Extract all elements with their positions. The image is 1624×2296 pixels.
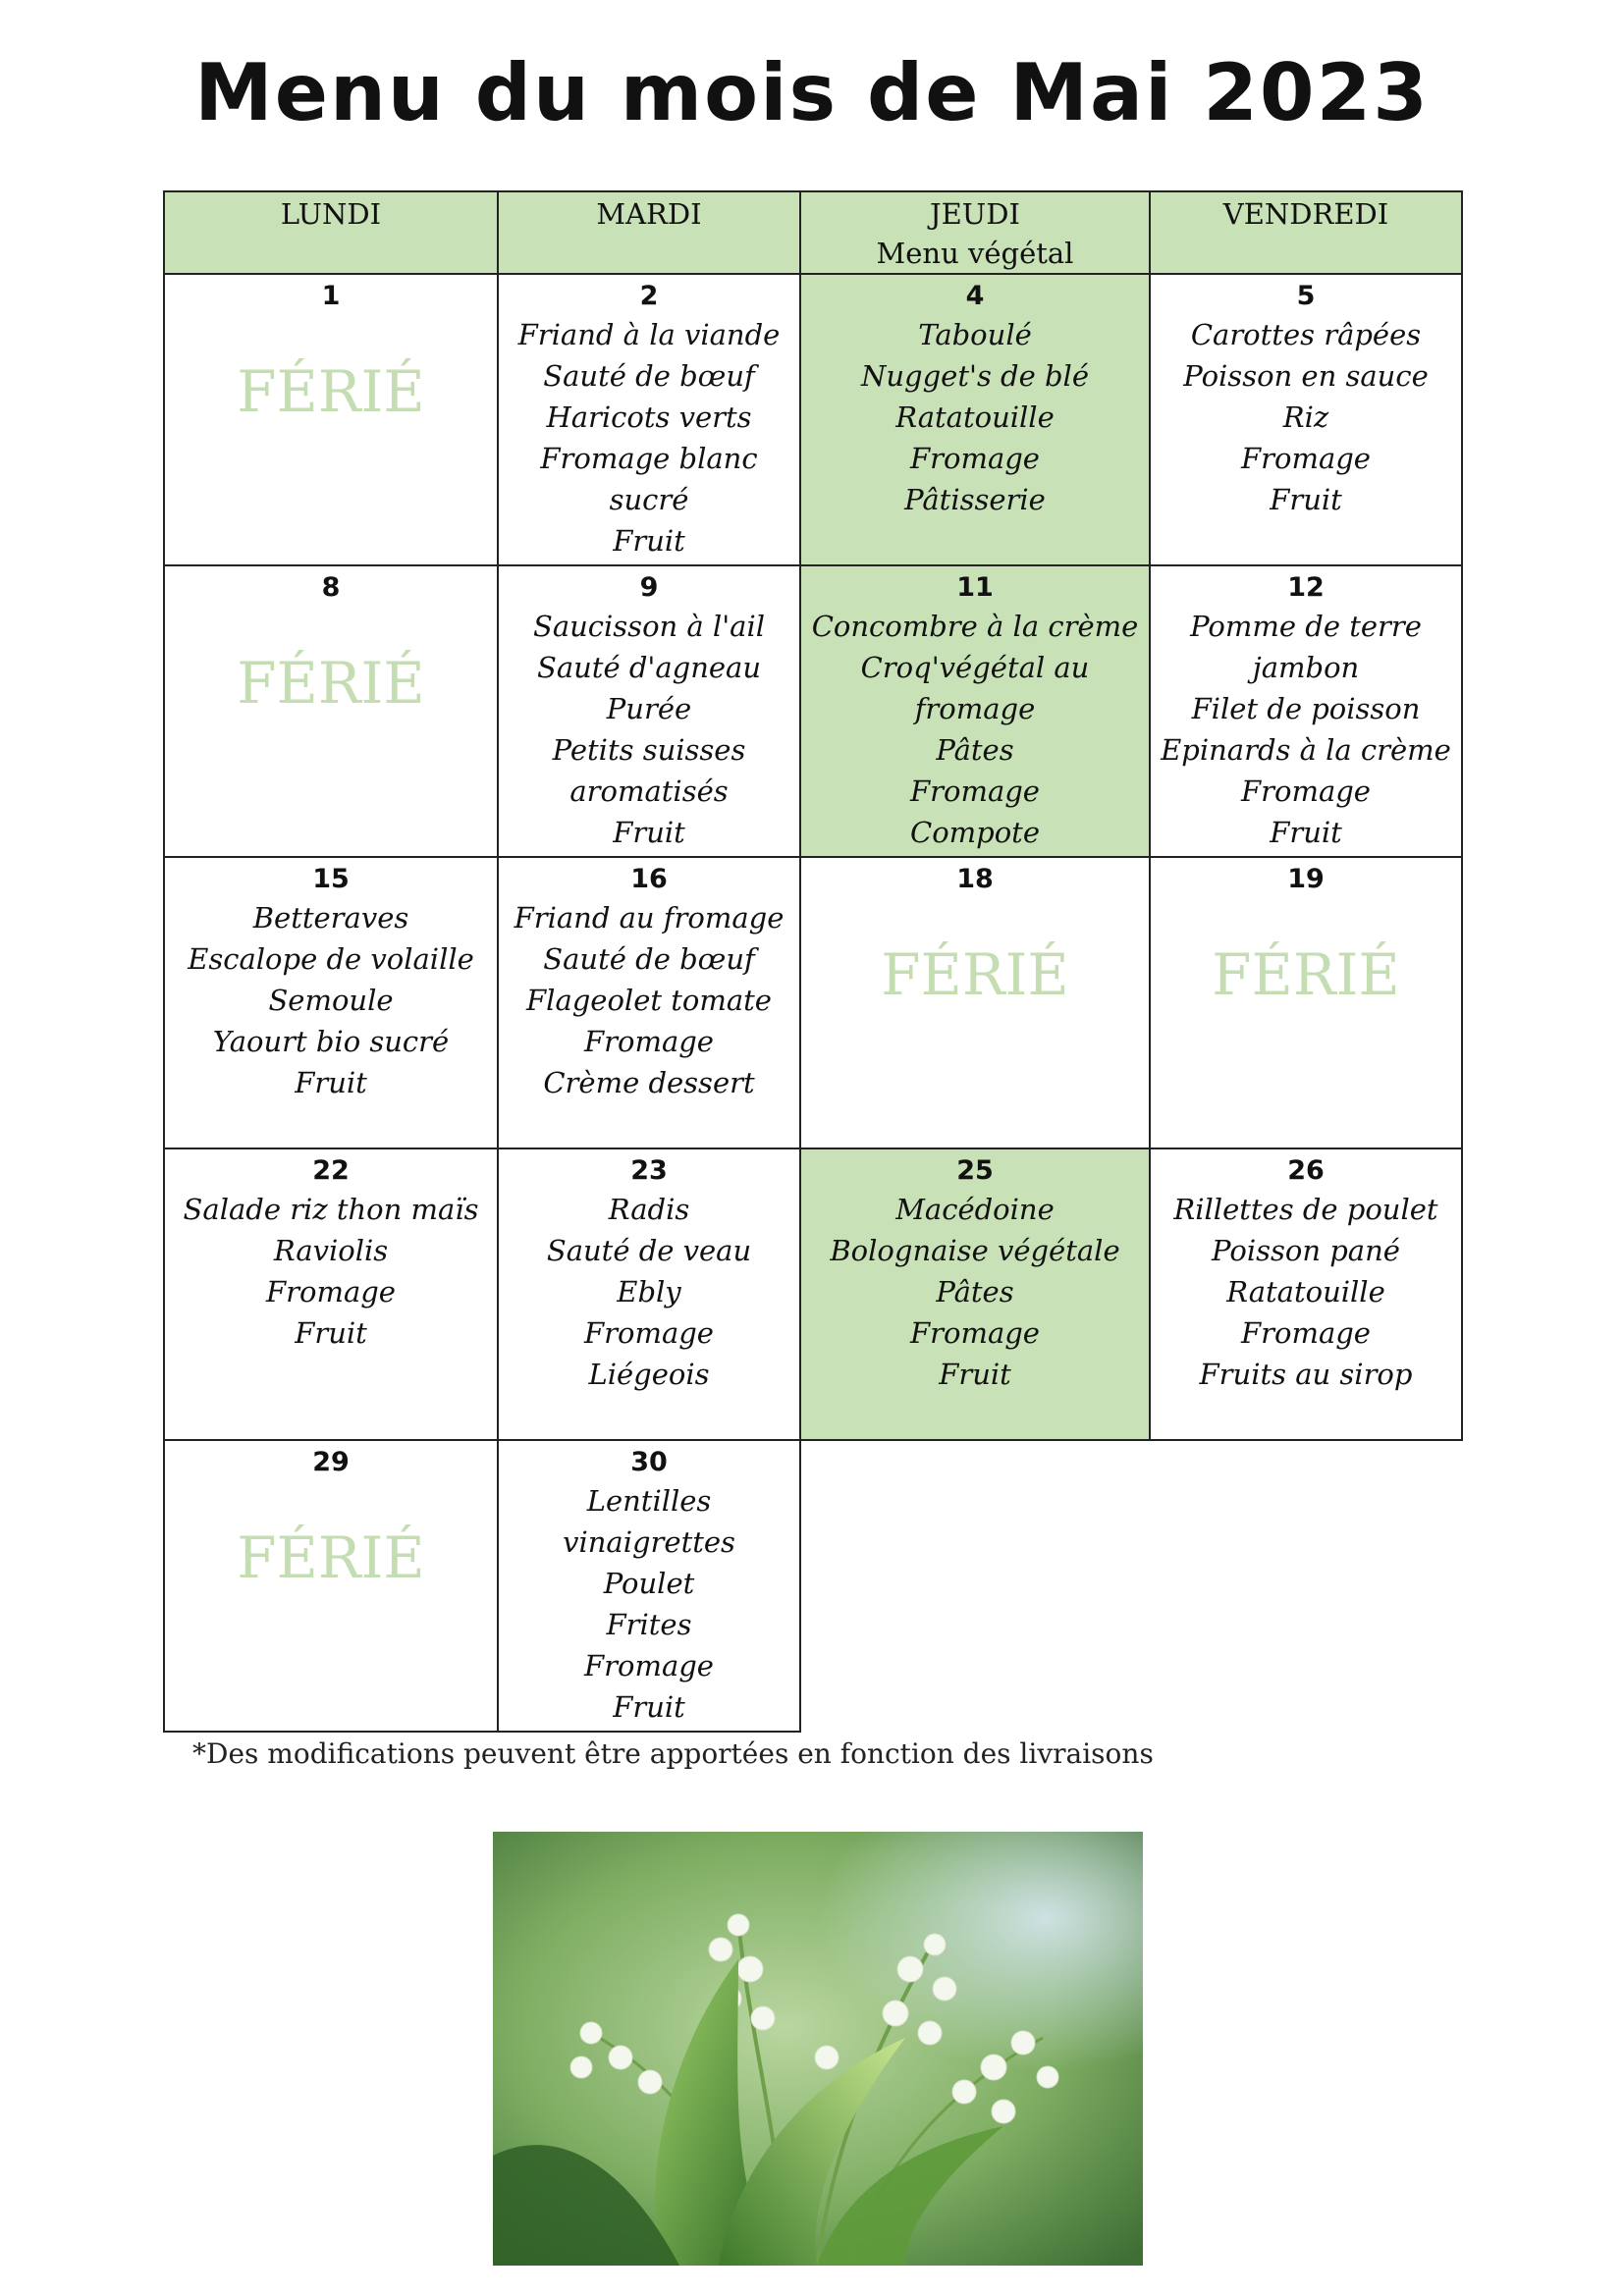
menu-item: Pâtisserie [904,483,1046,516]
day-cell [1150,565,1462,857]
menu-item: Poulet [603,1567,695,1600]
menu-item: Filet de poisson [1191,692,1421,725]
menu-item: Fromage [266,1275,396,1308]
ferie-label: FÉRIÉ [881,941,1069,1008]
menu-item: Radis [608,1193,690,1226]
menu-item: Pâtes [936,733,1014,767]
day-number: 30 [630,1447,668,1477]
menu-item: Sauté de bœuf [543,942,755,976]
menu-item: Fruit [295,1066,367,1099]
menu-item: Fromage [584,1316,714,1350]
menu-item: Haricots verts [546,400,752,434]
day-cell [498,274,800,565]
menu-item: Fromage [584,1025,714,1058]
day-cell-vegetal [800,565,1150,857]
menu-item: Saucisson à l'ail [532,610,766,643]
menu-item: Frites [606,1608,692,1641]
header-jeudi [800,191,1150,274]
week-row [164,1148,1462,1440]
day-number: 22 [312,1155,350,1186]
day-number: 26 [1287,1155,1325,1186]
header-vendredi: VENDREDI [1150,191,1462,274]
flower-illustration [493,1832,1143,2266]
day-cell [164,1440,498,1732]
menu-item: Fromage blanc [540,442,758,475]
menu-item: Crème dessert [543,1066,755,1099]
menu-item: Sauté de veau [546,1234,752,1267]
day-cell [164,565,498,857]
day-number: 16 [630,864,668,894]
menu-item: Sauté de bœuf [543,359,755,393]
menu-item: Fruit [1270,483,1342,516]
menu-item: Petits suisses [552,733,746,767]
menu-item: Ratatouille [1226,1275,1385,1308]
menu-item: Fromage [584,1649,714,1682]
week-row [164,857,1462,1148]
menu-item: fromage [914,692,1036,725]
day-cell [498,565,800,857]
menu-item: Fruits au sirop [1199,1358,1413,1391]
lily-of-the-valley-photo [493,1832,1143,2266]
menu-item: Fromage [910,774,1040,808]
menu-item: Fromage [910,1316,1040,1350]
menu-item: Escalope de volaille [188,942,474,976]
menu-item: aromatisés [569,774,729,808]
day-number: 18 [956,864,994,894]
header-lundi: LUNDI [164,191,498,274]
menu-item: Raviolis [273,1234,389,1267]
day-cell-vegetal [800,1148,1150,1440]
menu-item: Salade riz thon maïs [183,1193,479,1226]
day-number: 29 [312,1447,350,1477]
menu-item: Fruit [295,1316,367,1350]
header-jeudi-label: JEUDI [930,197,1020,231]
menu-item: Friand à la viande [517,318,781,351]
menu-item: Liégeois [588,1358,710,1391]
menu-item: vinaigrettes [563,1525,735,1559]
menu-item: Fromage [1241,774,1371,808]
menu-item: Lentilles [586,1484,712,1518]
day-number: 5 [1296,281,1316,311]
ferie-label: FÉRIÉ [1212,941,1400,1008]
day-number: 2 [639,281,659,311]
menu-item: Purée [606,692,692,725]
day-number: 12 [1287,572,1325,603]
menu-table [163,190,1463,1733]
menu-item: Ratatouille [895,400,1055,434]
menu-item: Riz [1282,400,1329,434]
day-cell-vegetal [800,274,1150,565]
menu-item: jambon [1252,651,1360,684]
day-number: 23 [630,1155,668,1186]
empty-cell [800,1440,1150,1732]
day-number: 25 [956,1155,994,1186]
menu-item: Ebly [617,1275,681,1308]
day-number: 8 [321,572,341,603]
empty-cell [1150,1440,1462,1732]
ferie-label: FÉRIÉ [237,1524,425,1591]
day-cell [498,1440,800,1732]
week-row [164,565,1462,857]
menu-item: Yaourt bio sucré [212,1025,450,1058]
ferie-label: FÉRIÉ [237,650,425,717]
menu-item: Fruit [939,1358,1011,1391]
day-cell [498,857,800,1148]
menu-item: Macédoine [895,1193,1055,1226]
menu-item: Croq'végétal au [860,651,1090,684]
menu-item: sucré [609,483,689,516]
menu-item: Fruit [1270,816,1342,849]
menu-item: Friand au fromage [514,901,785,934]
menu-item: Fromage [910,442,1040,475]
day-cell [164,857,498,1148]
week-row [164,274,1462,565]
menu-item: Poisson en sauce [1183,359,1429,393]
menu-item: Fromage [1241,1316,1371,1350]
menu-item: Fromage [1241,442,1371,475]
day-number: 1 [321,281,341,311]
day-number: 9 [639,572,659,603]
day-cell [1150,857,1462,1148]
day-cell [1150,274,1462,565]
day-cell [498,1148,800,1440]
page-title: Menu du mois de Mai 2023 [194,47,1430,138]
menu-item: Flageolet tomate [526,984,772,1017]
menu-item: Betteraves [252,901,409,934]
menu-item: Poisson pané [1212,1234,1400,1267]
header-mardi: MARDI [498,191,800,274]
footnote: *Des modifications peuvent être apportées en fonction des livraisons [192,1737,1154,1770]
ferie-label: FÉRIÉ [237,358,425,425]
day-cell [800,857,1150,1148]
day-number: 19 [1287,864,1325,894]
header-row [164,191,1462,274]
week-row [164,1440,1462,1732]
day-number: 11 [956,572,994,603]
menu-item: Concombre à la crème [811,610,1139,643]
menu-item: Taboulé [918,318,1032,351]
menu-item: Compote [910,816,1040,849]
menu-item: Carottes râpées [1190,318,1422,351]
menu-item: Rillettes de poulet [1173,1193,1438,1226]
menu-item: Fruit [613,1690,685,1724]
day-number: 15 [312,864,350,894]
menu-item: Fruit [613,816,685,849]
menu-item: Nugget's de blé [860,359,1089,393]
menu-item: Epinards à la crème [1161,733,1451,767]
menu-item: Fruit [613,524,685,558]
day-number: 4 [965,281,985,311]
menu-item: Pomme de terre [1190,610,1422,643]
header-jeudi-sub: Menu végétal [876,237,1074,270]
menu-item: Pâtes [936,1275,1014,1308]
menu-item: Semoule [268,984,394,1017]
day-cell [1150,1148,1462,1440]
menu-item: Sauté d'agneau [536,651,762,684]
day-cell [164,274,498,565]
day-cell [164,1148,498,1440]
menu-item: Bolognaise végétale [830,1234,1120,1267]
